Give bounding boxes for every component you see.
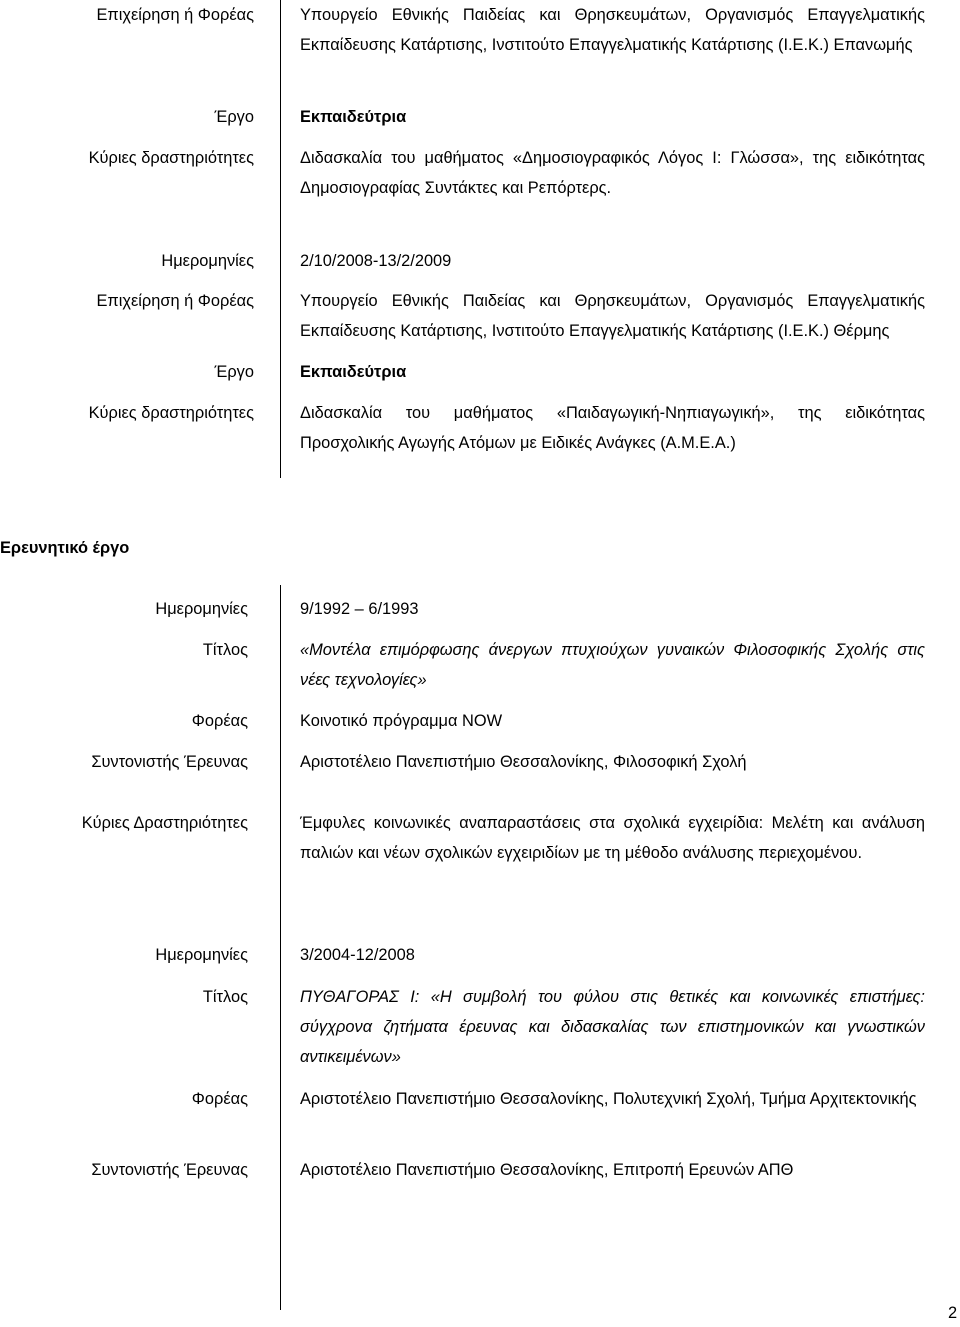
activities-value: Διδασκαλία του μαθήματος «Παιδαγωγική-Νηπιαγωγική», της ειδικότητας Προσχολικής Αγωγής Ατόμων με Ειδικές Ανάγκες (Α.Μ.Ε.Α.) — [300, 404, 925, 452]
coordinator-value: Αριστοτέλειο Πανεπιστήμιο Θεσσαλονίκης, Επιτροπή Ερευνών ΑΠΘ — [300, 1161, 794, 1179]
org-label: Επιχείρηση ή Φορέας — [96, 6, 254, 24]
activities-label: Κύριες δραστηριότητες — [88, 149, 254, 167]
section-heading-research: Ερευνητικό έργο — [0, 539, 130, 557]
coordinator-label: Συντονιστής Έρευνας — [91, 1161, 248, 1179]
activities-label: Κύριες δραστηριότητες — [88, 404, 254, 422]
dates-value: 9/1992 – 6/1993 — [300, 600, 419, 618]
dates-label: Ημερομηνίες — [155, 946, 248, 964]
activities-value: Έμφυλες κοινωνικές αναπαραστάσεις στα σχολικά εγχειρίδια: Μελέτη και ανάλυση παλιών και νέων σχολικών εγχειριδίων με τη μέθοδο ανάλυσης περιεχομένου. — [300, 814, 925, 862]
role-label: Έργο — [214, 108, 254, 126]
title-value: «Μοντέλα επιμόρφωσης άνεργων πτυχιούχων γυναικών Φιλοσοφικής Σχολής στις νέες τεχνολογίες» — [300, 641, 925, 689]
column-divider-top — [280, 0, 281, 478]
org-label: Φορέας — [191, 1090, 248, 1108]
coordinator-label: Συντονιστής Έρευνας — [91, 753, 248, 771]
activities-label: Κύριες Δραστηριότητες — [81, 814, 248, 832]
role-label: Έργο — [214, 363, 254, 381]
dates-value: 2/10/2008-13/2/2009 — [300, 252, 452, 270]
activities-value: Διδασκαλία του μαθήματος «Δημοσιογραφικός Λόγος Ι: Γλώσσα», της ειδικότητας Δημοσιογραφίας Συντάκτες και Ρεπόρτερς. — [300, 149, 925, 197]
coordinator-value: Αριστοτέλειο Πανεπιστήμιο Θεσσαλονίκης, Φιλοσοφική Σχολή — [300, 753, 747, 771]
role-value: Εκπαιδεύτρια — [300, 108, 407, 126]
org-value: Υπουργείο Εθνικής Παιδείας και Θρησκευμάτων, Οργανισμός Επαγγελματικής Εκπαίδευσης Κατάρτισης, Ινστιτούτο Επαγγελματικής Κατάρτισης (Ι.Ε.Κ.) Επανωμής — [300, 6, 925, 54]
org-label: Φορέας — [191, 712, 248, 730]
org-value: Κοινοτικό πρόγραμμα NOW — [300, 712, 503, 730]
role-value: Εκπαιδεύτρια — [300, 363, 407, 381]
page-number: 2 — [948, 1304, 958, 1322]
title-label: Τίτλος — [202, 988, 248, 1006]
dates-label: Ημερομηνίες — [155, 600, 248, 618]
title-value: ΠΥΘΑΓΟΡΑΣ Ι: «Η συμβολή του φύλου στις θετικές και κοινωνικές επιστήμες: σύγχρονα ζητήματα έρευνας και διδασκαλίας των επιστημονικών και γνωστικών αντικειμένων» — [300, 988, 925, 1066]
column-divider-bottom — [280, 585, 281, 1310]
org-label: Επιχείρηση ή Φορέας — [96, 292, 254, 310]
dates-label: Ημερομηνίες — [161, 252, 254, 270]
title-label: Τίτλος — [202, 641, 248, 659]
dates-value: 3/2004-12/2008 — [300, 946, 415, 964]
org-value: Αριστοτέλειο Πανεπιστήμιο Θεσσαλονίκης, Πολυτεχνική Σχολή, Τμήμα Αρχιτεκτονικής — [300, 1090, 917, 1108]
org-value: Υπουργείο Εθνικής Παιδείας και Θρησκευμάτων, Οργανισμός Επαγγελματικής Εκπαίδευσης Κατάρτισης, Ινστιτούτο Επαγγελματικής Κατάρτισης (Ι.Ε.Κ.) Θέρμης — [300, 292, 925, 340]
